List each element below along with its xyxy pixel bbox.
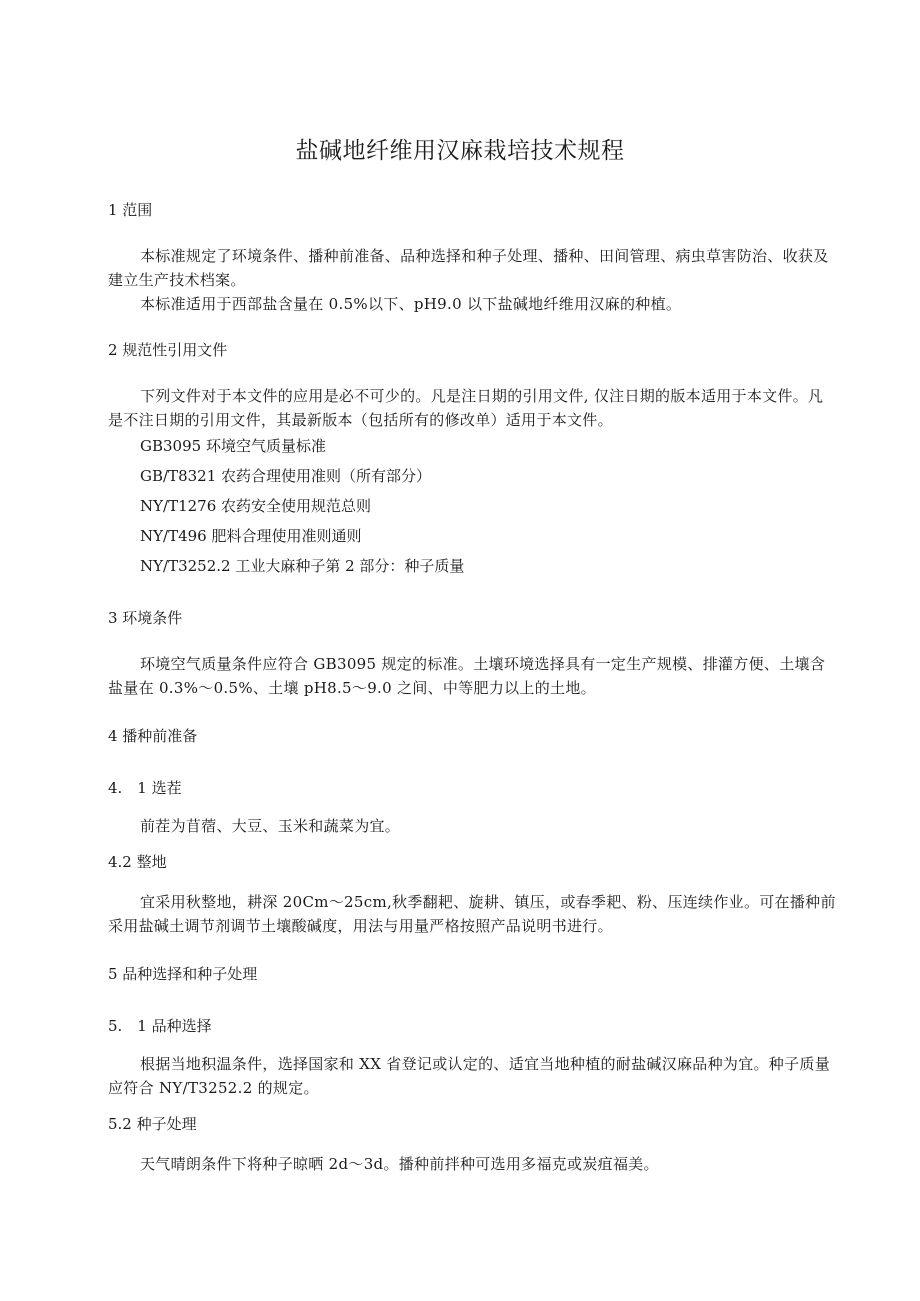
- reference-item: NY/T496 肥料合理使用准则通则: [140, 527, 362, 545]
- subsection-heading-5-2: 5.2 种子处理: [108, 1115, 197, 1133]
- paragraph-seed-treatment: 天气晴朗条件下将种子晾晒 2d～3d。播种前拌种可选用多福克或炭疽福美。: [140, 1155, 659, 1173]
- reference-item: NY/T1276 农药安全使用规范总则: [140, 497, 372, 515]
- subsection-heading-4-1: 4. 1 选茬: [108, 779, 182, 797]
- subsection-heading-5-1: 5. 1 品种选择: [108, 1017, 212, 1035]
- paragraph-previous-crop: 前茬为苜蓿、大豆、玉米和蔬菜为宜。: [140, 817, 401, 835]
- paragraph-scope-2: 本标准适用于西部盐含量在 0.5%以下、pH9.0 以下盐碱地纤维用汉麻的种植。: [140, 295, 682, 313]
- reference-item: GB3095 环境空气质量标准: [140, 437, 326, 455]
- section-heading-1: 1 范围: [108, 201, 153, 219]
- reference-item: NY/T3252.2 工业大麻种子第 2 部分：种子质量: [140, 557, 465, 575]
- paragraph-land-preparation: 宜采用秋整地，耕深 20Cm～25cm,秋季翻耙、旋耕、镇压，或春季耙、粉、压连续作业。可在播种前采用盐碱土调节剂调节土壤酸碱度，用法与用量严格按照产品说明书进行。: [108, 893, 836, 935]
- paragraph-environment: 环境空气质量条件应符合 GB3095 规定的标准。土壤环境选择具有一定生产规模、排灌方便、土壤含盐量在 0.3%～0.5%、土壤 pH8.5～9.0 之间、中等肥力以上的土地。: [108, 655, 826, 697]
- paragraph-scope-1: 本标准规定了环境条件、播种前准备、品种选择和种子处理、播种、田间管理、病虫草害防治、收获及建立生产技术档案。: [108, 247, 829, 289]
- section-heading-4: 4 播种前准备: [108, 727, 198, 745]
- document-title: 盐碱地纤维用汉麻栽培技术规程: [295, 138, 625, 164]
- section-heading-3: 3 环境条件: [108, 609, 183, 627]
- paragraph-normative-refs: 下列文件对于本文件的应用是必不可少的。凡是注日期的引用文件, 仅注日期的版本适用于本文件。凡是不注日期的引用文件，其最新版本（包括所有的修改单）适用于本文件。: [108, 387, 824, 429]
- section-heading-5: 5 品种选择和种子处理: [108, 965, 258, 983]
- section-heading-2: 2 规范性引用文件: [108, 341, 228, 359]
- subsection-heading-4-2: 4.2 整地: [108, 853, 167, 871]
- reference-item: GB/T8321 农药合理使用准则（所有部分）: [140, 467, 432, 485]
- paragraph-variety-selection: 根据当地积温条件，选择国家和 XX 省登记或认定的、适宜当地种植的耐盐碱汉麻品种为宜。种子质量应符合 NY/T3252.2 的规定。: [108, 1055, 830, 1097]
